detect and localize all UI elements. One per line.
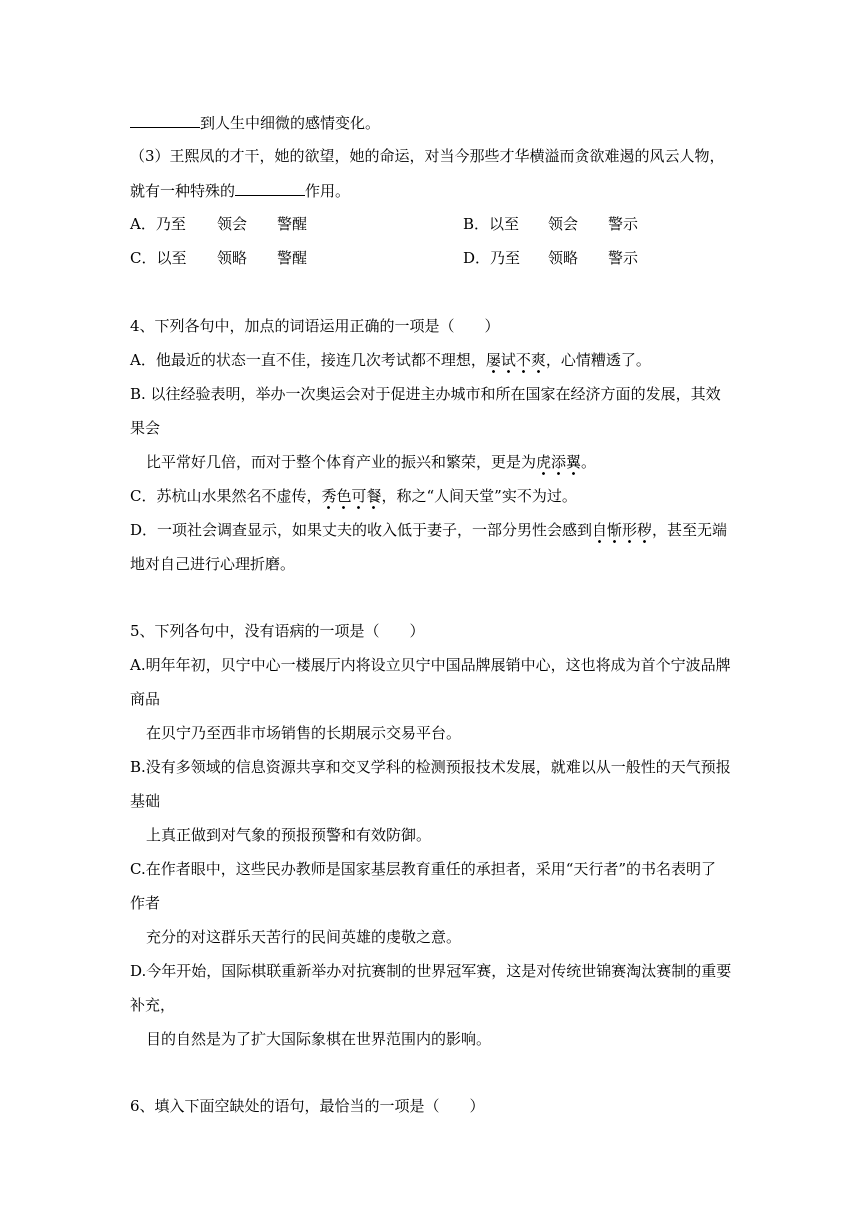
option-word-1: 领会 xyxy=(548,215,579,233)
q4-option-d-line-1 xyxy=(130,520,727,540)
option-letter: B．以至 xyxy=(463,215,520,233)
q5-option-d-line-3: 目的自然是为了扩大国际象棋在世界范围内的影响。 xyxy=(146,1030,492,1048)
option-text: ，称之“人间天堂”实不为过。 xyxy=(381,487,577,505)
q4-option-b-line-2: 果会 xyxy=(130,419,161,437)
q4-option-b-line-3 xyxy=(146,452,596,472)
q3-item-3: （3）王熙凤的才干，她的欲望，她的命运，对当今那些才华横溢而贪欲难遏的风云人物， xyxy=(130,147,725,165)
q3-option-b xyxy=(463,214,668,234)
option-text: 。 xyxy=(581,453,597,471)
option-text: ，甚至无端 xyxy=(652,521,728,539)
q3-option-c xyxy=(130,248,337,268)
option-text: D．一项社会调查显示，如果丈夫的收入低于妻子，一部分男性会感到 xyxy=(130,521,593,539)
q4-option-b-line-1: B. 以往经验表明，举办一次奥运会对于促进主办城市和所在国家在经济方面的发展，其效 xyxy=(130,385,721,403)
dotted-term: 自惭形秽 xyxy=(592,521,652,544)
option-word-1: 领略 xyxy=(217,249,248,267)
option-text: A．他最近的状态一直不佳，接连几次考试都不理想， xyxy=(130,351,486,369)
q5-option-b-line-1: B.没有多领域的信息资源共享和交叉学科的检测预报技术发展，就难以从一般性的天气预报 xyxy=(130,758,731,776)
q4-option-c xyxy=(130,486,577,506)
option-word-2: 警示 xyxy=(608,249,639,267)
option-text: 比平常好几倍，而对于整个体育产业的振兴和繁荣，更是为 xyxy=(146,453,537,471)
answer-blank xyxy=(235,180,305,196)
option-letter: C．以至 xyxy=(130,249,187,267)
option-word-2: 警示 xyxy=(608,215,639,233)
q5-option-c-line-3: 充分的对这群乐天苦行的民间英雄的虔敬之意。 xyxy=(146,928,462,946)
q5-option-b-line-2: 基础 xyxy=(130,792,161,810)
q3-option-d xyxy=(463,248,668,268)
q4-option-d-line-2: 地对自己进行心理折磨。 xyxy=(130,555,296,573)
option-word-2: 警醒 xyxy=(277,215,308,233)
q5-option-c-line-1: C.在作者眼中，这些民办教师是国家基层教育重任的承担者，采用“天行者”的书名表明了 xyxy=(130,860,717,878)
answer-blank xyxy=(130,112,200,128)
q5-option-a-line-2: 商品 xyxy=(130,690,161,708)
q5-option-b-line-3: 上真正做到对气象的预报预警和有效防御。 xyxy=(146,826,432,844)
option-letter: D．乃至 xyxy=(463,249,521,267)
option-letter: A．乃至 xyxy=(130,215,186,233)
option-word-1: 领略 xyxy=(548,249,579,267)
dotted-term: 屡试不爽 xyxy=(486,351,546,374)
dotted-term: 秀色可餐 xyxy=(321,487,381,510)
q3-line-1 xyxy=(130,112,380,133)
q5-option-d-line-2: 补充， xyxy=(130,996,176,1014)
q3-option-a xyxy=(130,214,337,234)
q5-stem: 5、下列各句中，没有语病的一项是（ ） xyxy=(130,622,425,640)
option-word-1: 领会 xyxy=(217,215,248,233)
q3-item-3-cont xyxy=(130,180,350,201)
q3-line-1-text: 到人生中细微的感情变化。 xyxy=(200,114,381,132)
q3-item-3-cont-suffix: 作用。 xyxy=(305,182,351,200)
q5-option-c-line-2: 作者 xyxy=(130,894,161,912)
q5-option-a-line-1: A.明年年初，贝宁中心一楼展厅内将设立贝宁中国品牌展销中心，这也将成为首个宁波品牌 xyxy=(130,656,731,674)
q5-option-d-line-1: D.今年开始，国际棋联重新举办对抗赛制的世界冠军赛，这是对传统世锦赛淘汰赛制的重要 xyxy=(130,962,732,980)
option-text: C．苏杭山水果然名不虚传， xyxy=(130,487,322,505)
q4-option-a xyxy=(130,350,651,370)
option-text: ，心情糟透了。 xyxy=(545,351,651,369)
q5-option-a-line-3: 在贝宁乃至西非市场销售的长期展示交易平台。 xyxy=(146,724,462,742)
q3-item-3-cont-prefix: 就有一种特殊的 xyxy=(130,182,236,200)
option-word-2: 警醒 xyxy=(277,249,308,267)
dotted-term: 虎添翼 xyxy=(536,453,581,476)
q6-stem: 6、填入下面空缺处的语句，最恰当的一项是（ ） xyxy=(130,1097,485,1115)
q4-stem: 4、下列各句中，加点的词语运用正确的一项是（ ） xyxy=(130,317,500,335)
